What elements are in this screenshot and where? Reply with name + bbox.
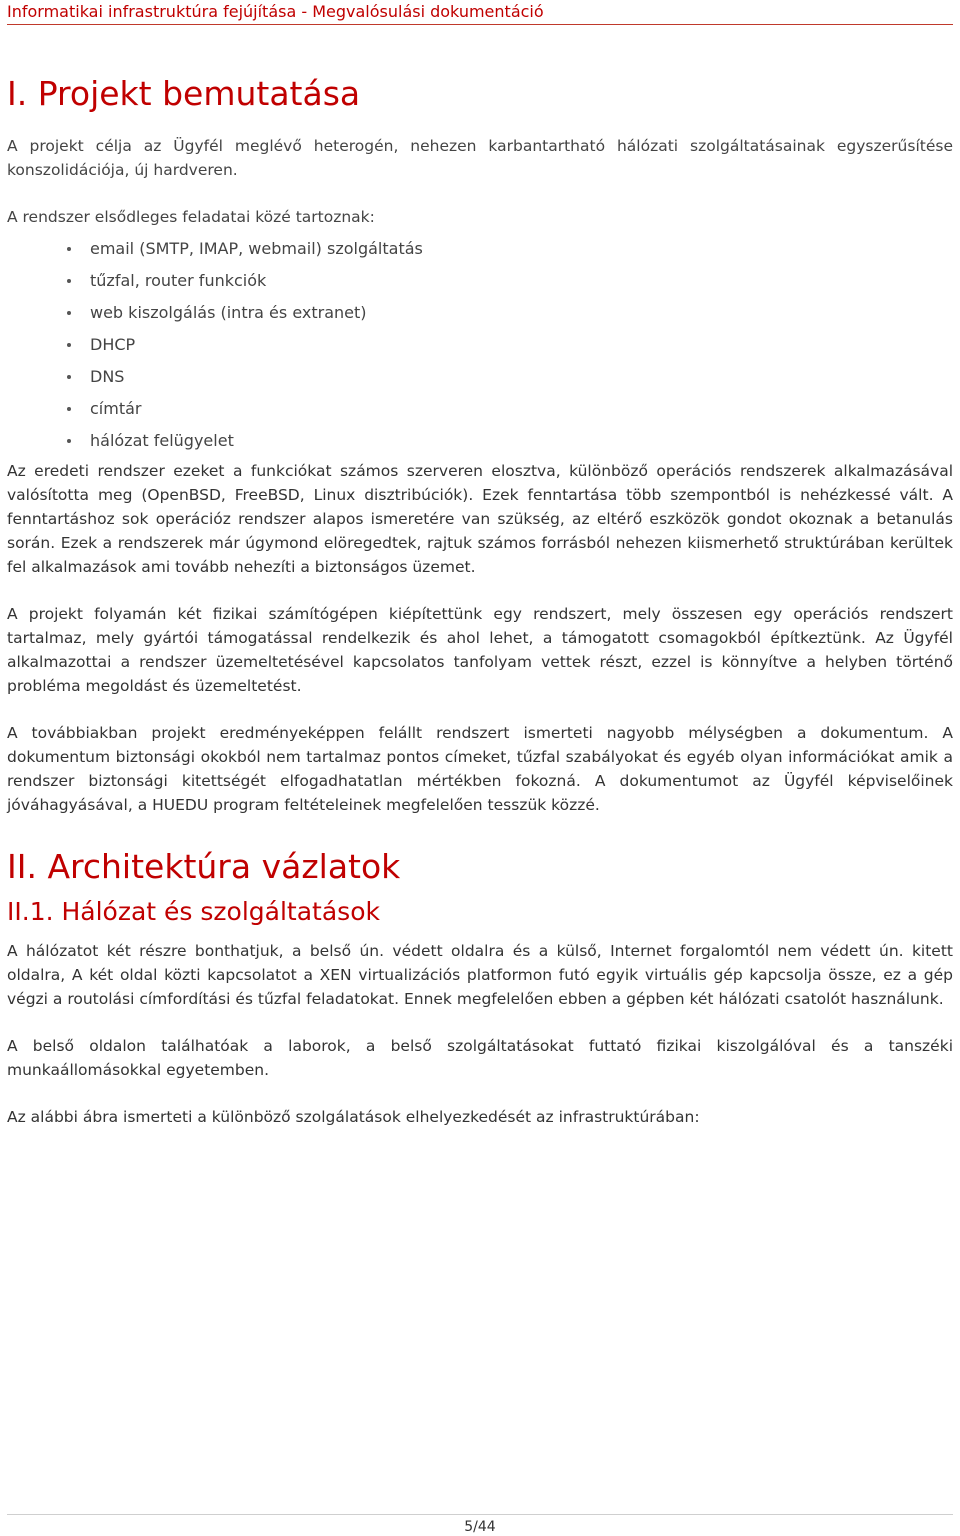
list-item: hálózat felügyelet bbox=[7, 425, 953, 457]
list-item: web kiszolgálás (intra és extranet) bbox=[7, 297, 953, 329]
document-scope-paragraph: A továbbiakban projekt eredményeképpen felállt rendszert ismerteti nagyobb mélységben a dokumentum. A dokumentum biztonsági okokból nem tartalmaz pontos címeket, tűzfal szabályokat és egyéb olyan információkat amik a rendszer biztonsági kitettségét elfogadhatatlan mértékben fokozná. A dokumentumot az Ügyfél képviselőinek jóváhagyásával, a HUEDU program feltételeinek megfelelően tesszük közzé. bbox=[7, 723, 953, 814]
page-header bbox=[7, 0, 953, 25]
document-title: Informatikai infrastruktúra fejújítása - Megvalósulási dokumentáció bbox=[7, 2, 544, 21]
page-number: 5/44 bbox=[464, 1519, 496, 1535]
list-item: email (SMTP, IMAP, webmail) szolgáltatás bbox=[7, 233, 953, 265]
project-goal-paragraph: A projekt célja az Ügyfél meglévő heterogén, nehezen karbantartható hálózati szolgáltatásainak egyszerűsítése konszolidációja, új hardveren. bbox=[7, 136, 953, 179]
network-split-paragraph: A hálózatot két részre bonthatjuk, a belső ún. védett oldalra és a külső, Internet forgalomtól nem védett ún. kitett oldalra, A két oldal közti kapcsolatot a XEN virtualizációs platformon futó egyik virtuális gép kapcsolja össze, ez a gép végzi a routolási címfordítási és tűzfal feladatokat. Ennek megfelelően ebben a gépben két hálózati csatolót használunk. bbox=[7, 941, 953, 1008]
internal-side-paragraph: A belső oldalon találhatóak a laborok, a belső szolgáltatásokat futtató fizikai kiszolgálóval és a tanszéki munkaállomásokkal egyetemben. bbox=[7, 1036, 953, 1079]
footer-divider bbox=[7, 1514, 953, 1515]
section-heading-project: I. Projekt bemutatása bbox=[7, 74, 361, 113]
task-list bbox=[7, 233, 953, 457]
list-item: DHCP bbox=[7, 329, 953, 361]
tasks-intro-paragraph: A rendszer elsődleges feladatai közé tartoznak: bbox=[7, 207, 375, 226]
document-body bbox=[7, 70, 953, 1152]
list-item: tűzfal, router funkciók bbox=[7, 265, 953, 297]
subsection-heading-network: II.1. Hálózat és szolgáltatások bbox=[7, 897, 380, 927]
section-heading-architecture: II. Architektúra vázlatok bbox=[7, 846, 401, 886]
original-system-paragraph: Az eredeti rendszer ezeket a funkciókat számos szerveren elosztva, különböző operációs rendszerek alkalmazásával valósította meg (OpenBSD, FreeBSD, Linux disztribúciók). Ezek fenntartása több szempontból is nehézkessé vált. A fenntartáshoz sok operációz rendszer alapos ismeretére van szükség, az eltérő eszközök gondot okoznak a betanulás során. Ezek a rendszerek már úgymond elöregedtek, rajtuk számos forrásból nehezen kiismerhető struktúrában kerültek fel alkalmazások ami tovább nehezíti a biztonságos üzemet. bbox=[7, 461, 953, 576]
list-item: DNS bbox=[7, 361, 953, 393]
diagram-intro-paragraph: Az alábbi ábra ismerteti a különböző szolgálatások elhelyezkedését az infrastruktúrában: bbox=[7, 1107, 700, 1126]
project-process-paragraph: A projekt folyamán két fizikai számítógépen kiépítettünk egy rendszert, mely összesen egy operációs rendszert tartalmaz, mely gyártói támogatással rendelkezik és ahol lehet, a támogatott csomagokból építkeztünk. Az Ügyfél alkalmazottai a rendszer üzemeltetésével kapcsolatos tanfolyam vettek részt, ezzel is könnyítve a helyben történő probléma megoldást és üzemeltetést. bbox=[7, 604, 953, 695]
list-item: címtár bbox=[7, 393, 953, 425]
